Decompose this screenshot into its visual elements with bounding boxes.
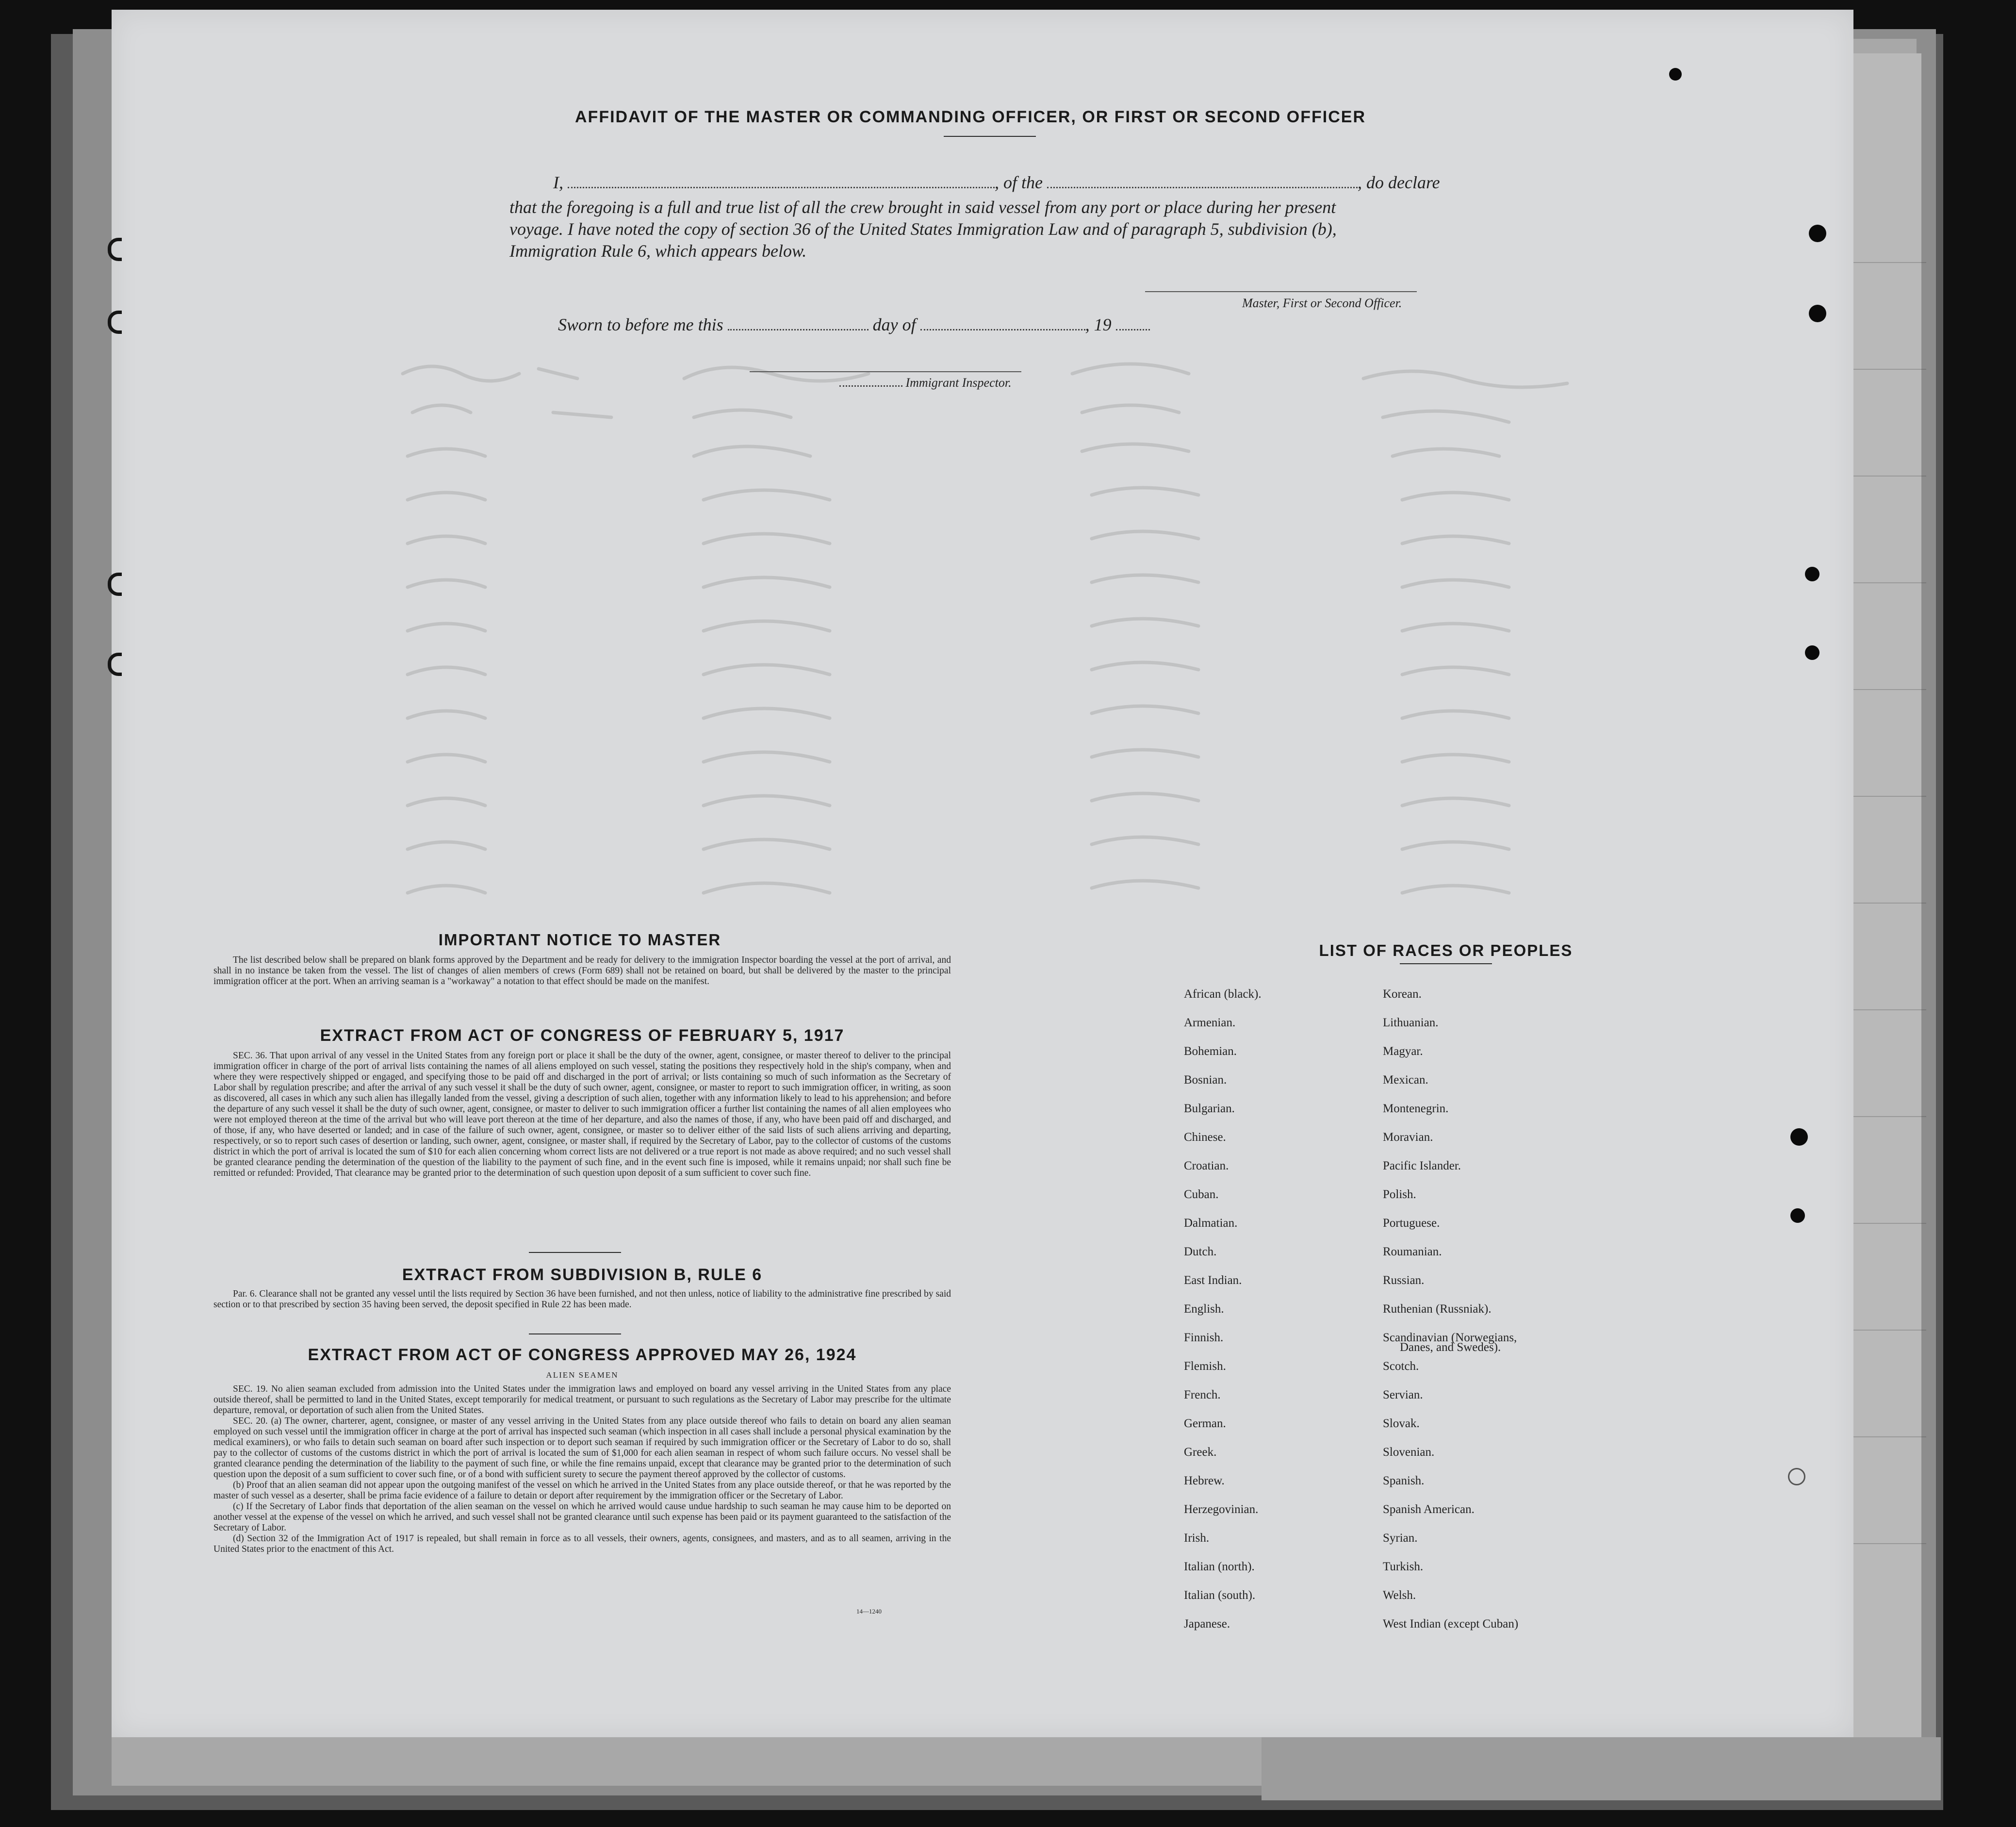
race-item: Cuban. bbox=[1184, 1188, 1219, 1201]
race-item: Magyar. bbox=[1383, 1045, 1423, 1058]
back-sheet-line bbox=[1853, 369, 1926, 370]
extract-1917-body bbox=[213, 1051, 951, 1179]
inspector-dots bbox=[839, 383, 902, 387]
race-item: Slovenian. bbox=[1383, 1446, 1435, 1459]
affidavit-line1 bbox=[553, 172, 1440, 193]
affidavit-of-the: , of the bbox=[995, 173, 1043, 192]
race-item: Croatian. bbox=[1184, 1159, 1229, 1172]
race-item: Roumanian. bbox=[1383, 1245, 1442, 1258]
affidavit-line3: voyage. I have noted the copy of section 36 of the United States Immigration Law and of paragraph 5, subdivision (b), bbox=[509, 219, 1337, 239]
race-item: Bosnian. bbox=[1184, 1073, 1227, 1086]
race-item: East Indian. bbox=[1184, 1274, 1242, 1287]
inspector-label: Immigrant Inspector. bbox=[905, 376, 1012, 390]
back-sheet-line bbox=[1853, 1330, 1926, 1331]
title-rule bbox=[944, 136, 1036, 137]
race-item: Lithuanian. bbox=[1383, 1016, 1439, 1029]
race-item: Spanish. bbox=[1383, 1474, 1425, 1487]
binder-hole bbox=[1805, 567, 1819, 581]
extract-1917-title: EXTRACT FROM ACT OF CONGRESS OF FEBRUARY 5, 1917 bbox=[320, 1026, 845, 1045]
signature-label: Master, First or Second Officer. bbox=[1242, 296, 1402, 310]
race-item: Hebrew. bbox=[1184, 1474, 1225, 1487]
rule6-body bbox=[213, 1289, 951, 1310]
back-sheet-line bbox=[1853, 796, 1926, 797]
bleed-through-strokes bbox=[393, 359, 1800, 941]
race-item: Dutch. bbox=[1184, 1245, 1217, 1258]
form-number: 14—1240 bbox=[856, 1608, 882, 1615]
back-sheet-line bbox=[1853, 1543, 1926, 1544]
binder-hole-empty bbox=[1788, 1468, 1805, 1485]
race-item: Finnish. bbox=[1184, 1331, 1224, 1344]
day-of-label: day of bbox=[872, 315, 916, 334]
binder-hole bbox=[1790, 1128, 1808, 1146]
race-item: French. bbox=[1184, 1388, 1221, 1401]
inspector-line[interactable] bbox=[750, 371, 1021, 372]
race-item: Servian. bbox=[1383, 1388, 1423, 1401]
vessel-blank[interactable] bbox=[1047, 183, 1358, 188]
race-item: Japanese. bbox=[1184, 1617, 1230, 1630]
day-blank[interactable] bbox=[728, 325, 869, 330]
race-item: Pacific Islander. bbox=[1383, 1159, 1461, 1172]
alien-seamen-subtitle: ALIEN SEAMEN bbox=[546, 1370, 619, 1380]
race-item: Slovak. bbox=[1383, 1417, 1420, 1430]
name-blank[interactable] bbox=[568, 183, 995, 188]
bleed-through-ink bbox=[393, 359, 1800, 941]
sworn-line bbox=[558, 314, 1150, 335]
extract-1924-title: EXTRACT FROM ACT OF CONGRESS APPROVED MAY 26, 1924 bbox=[308, 1346, 857, 1364]
sec20d-text: (d) Section 32 of the Immigration Act of 1917 is repealed, but shall remain in force as to all vessels, their owners, agents, consignees, and masters, and as to all seamen, arriving in the United States prior to the enactment of this Act. bbox=[213, 1533, 951, 1554]
back-sheet-bottom-edge bbox=[1262, 1737, 1941, 1800]
affidavit-do-declare: , do declare bbox=[1357, 173, 1440, 192]
rule6-title: EXTRACT FROM SUBDIVISION B, RULE 6 bbox=[402, 1266, 763, 1284]
sec20c-text: (c) If the Secretary of Labor finds that deportation of the alien seaman on the vessel on which he arrived would cause undue hardship to such seaman he may cause him to be deported on another vessel at the expense of the vessel on which he arrived, and such vessel shall not be granted clearance until such expense has been paid or its payment guaranteed to the satisfaction of the Secretary of Labor. bbox=[213, 1501, 951, 1533]
race-item: Greek. bbox=[1184, 1446, 1217, 1459]
race-item: Korean. bbox=[1383, 988, 1422, 1001]
back-sheet-line bbox=[1853, 1009, 1926, 1010]
race-item: Flemish. bbox=[1184, 1360, 1226, 1373]
races-rule bbox=[1400, 963, 1492, 964]
back-sheet-line bbox=[1853, 689, 1926, 690]
affidavit-line2: that the foregoing is a full and true list of all the crew brought in said vessel from any port or place during her present bbox=[509, 198, 1336, 217]
sec36-text: SEC. 36. That upon arrival of any vessel in the United States from any foreign port or place it shall be the duty of the owner, agent, consignee, or master thereof to deliver to the principal immigration officer in charge of the port of arrival lists containing the names of all aliens employed on such vessel, stating the positions they respectively hold in the ship's company, when and where they were respectively shipped or engaged, and specifying those to be paid off and discharged in the port of arrival; or lists containing so much of such information as the Secretary of Labor shall by regulation prescribe; and after the arrival of any such vessel it shall be the duty of such owner, agent, consignee, or master to report to such immigration officer, in writing, as soon as discovered, all cases in which any such alien has illegally landed from the vessel, giving a description of such alien, together with any information likely to lead to his apprehension; and before the departure of any such vessel it shall be the duty of such owner, agent, consignee, or master to deliver to such immigration officer a further list containing the names of all alien employees who were not employed thereon at the time of the arrival but who will leave port thereon at the time of her departure, and also the names of those, if any, who have been paid off and discharged, and of those, if any, who have deserted or landed; and in case of the failure of such owner, agent, consignee, or master so to deliver either of the said lists of such aliens arriving and departing, respectively, or so to report such cases of desertion or landing, such owner, agent, consignee, or master shall, if required by the Secretary of Labor, pay to the collector of customs of the customs district in which the port of arrival is located the sum of $10 for each alien concerning whom correct lists are not delivered or a true report is not made as above required; and no such vessel shall be granted clearance pending the determination of the question of the liability to the payment of such fine, and in the event such fine is imposed, while it remains unpaid; nor shall such fine be remitted or refunded: Provided, That clearance may be granted prior to the determination of such question upon deposit of a sum sufficient to cover such fine. bbox=[213, 1051, 951, 1178]
rule6-text: Par. 6. Clearance shall not be granted any vessel until the lists required by Section 36 have been furnished, and not then unless, notice of liability to the administrative fine prescribed by said section or to that prescribed by section 35 having been served, the deposit specified in Rule 22 has been made. bbox=[213, 1289, 951, 1310]
race-item: Welsh. bbox=[1383, 1589, 1416, 1602]
race-item: African (black). bbox=[1184, 988, 1262, 1001]
document-page bbox=[112, 10, 1853, 1737]
back-sheet-line bbox=[1853, 262, 1926, 263]
race-item: West Indian (except Cuban) bbox=[1383, 1617, 1519, 1630]
section-rule bbox=[529, 1252, 621, 1253]
inspector-line-lead bbox=[839, 376, 1012, 390]
race-item: Portuguese. bbox=[1383, 1217, 1440, 1230]
back-sheet-line bbox=[1853, 903, 1926, 904]
extract-1924-body bbox=[213, 1384, 951, 1555]
race-item: Scandinavian (Norwegians, bbox=[1383, 1331, 1517, 1344]
race-item: Montenegrin. bbox=[1383, 1102, 1449, 1115]
binder-hole bbox=[1809, 305, 1826, 322]
race-item: Armenian. bbox=[1184, 1016, 1236, 1029]
race-item: Russian. bbox=[1383, 1274, 1425, 1287]
month-blank[interactable] bbox=[920, 325, 1085, 330]
sec20b-text: (b) Proof that an alien seaman did not appear upon the outgoing manifest of the vessel on which he arrived in the United States from any place outside thereof, or that he was reported by the master of such vessel as a deserter, shall be prima facie evidence of a failure to detain or deport after requirement by the immigration officer or the Secretary of Labor. bbox=[213, 1480, 951, 1501]
back-sheet-line bbox=[1853, 476, 1926, 477]
race-item: Scotch. bbox=[1383, 1360, 1419, 1373]
race-item: Bulgarian. bbox=[1184, 1102, 1235, 1115]
race-item: Ruthenian (Russniak). bbox=[1383, 1302, 1492, 1316]
race-item-continuation: Danes, and Swedes). bbox=[1400, 1341, 1501, 1354]
sec19-text: SEC. 19. No alien seaman excluded from admission into the United States under the immigration laws and employed on board any vessel arriving in the United States from any place outside thereof, shall be permitted to land in the United States, except temporarily for medical treatment, or pursuant to such regulations as the Secretary of Labor may prescribe for the ultimate departure, removal, or deportation of such alien from the United States. bbox=[213, 1384, 951, 1416]
race-item: Spanish American. bbox=[1383, 1503, 1475, 1516]
binder-hole bbox=[1790, 1208, 1805, 1223]
back-sheet-line bbox=[1853, 1436, 1926, 1437]
race-item: Bohemian. bbox=[1184, 1045, 1237, 1058]
race-item: Dalmatian. bbox=[1184, 1217, 1238, 1230]
section-rule bbox=[529, 1333, 621, 1334]
back-sheet-line bbox=[1853, 1116, 1926, 1117]
back-sheet-line bbox=[1853, 1223, 1926, 1224]
year-prefix: , 19 bbox=[1085, 315, 1112, 334]
race-item: Moravian. bbox=[1383, 1131, 1433, 1144]
notice-body bbox=[213, 955, 951, 987]
race-item: Herzegovinian. bbox=[1184, 1503, 1259, 1516]
race-item: Italian (south). bbox=[1184, 1589, 1256, 1602]
affidavit-line4: Immigration Rule 6, which appears below. bbox=[509, 241, 807, 261]
notice-title: IMPORTANT NOTICE TO MASTER bbox=[438, 931, 721, 949]
race-item: Italian (north). bbox=[1184, 1560, 1255, 1573]
races-title: LIST OF RACES OR PEOPLES bbox=[1319, 941, 1573, 959]
affidavit-i-label: I, bbox=[553, 173, 563, 192]
binder-hole bbox=[1805, 645, 1819, 660]
race-item: Polish. bbox=[1383, 1188, 1416, 1201]
race-item: Syrian. bbox=[1383, 1531, 1418, 1545]
race-item: Turkish. bbox=[1383, 1560, 1424, 1573]
back-sheet-line bbox=[1853, 582, 1926, 583]
race-item: Irish. bbox=[1184, 1531, 1210, 1545]
race-item: Chinese. bbox=[1184, 1131, 1226, 1144]
binder-hole bbox=[1809, 225, 1826, 242]
signature-line[interactable] bbox=[1145, 291, 1417, 292]
notice-text: The list described below shall be prepared on blank forms approved by the Department and be ready for delivery to the immigration Inspector boarding the vessel at the port of arrival, and shall in no instance be taken from the vessel. The list of changes of alien members of crews (Form 689) shall not be retained on board, but shall be delivered by the master to the principal immigration officer at the port. When an arriving seaman is a "workaway" a notation to that effect should be made on the manifest. bbox=[213, 955, 951, 987]
affidavit-title: AFFIDAVIT OF THE MASTER OR COMMANDING OFFICER, OR FIRST OR SECOND OFFICER bbox=[575, 108, 1366, 126]
race-item: English. bbox=[1184, 1302, 1224, 1316]
year-blank[interactable] bbox=[1116, 325, 1150, 330]
sec20a-text: SEC. 20. (a) The owner, charterer, agent, consignee, or master of any vessel arriving in the United States from any place outside thereof who fails to detain on board any alien seaman employed on such vessel until the immigration officer in charge at the port of arrival has inspected such seaman (which inspection in all cases shall include a personal physical examination by the medical examiners), or who fails to detain such seaman on board after such inspection or to deport such seaman if required by such immigration officer or the Secretary of Labor to do so, shall pay to the collector of customs of the customs district in which the port of arrival is located the sum of $1,000 for each alien seaman in respect of whom such failure occurs. No vessel shall be granted clearance pending the determination of the liability to the payment of such fine, or while the fine remains unpaid, except that clearance may be granted prior to the determination of such question upon the deposit of a sum sufficient to cover such fine, or of a bond with sufficient surety to secure the payment thereof approved by the collector of customs. bbox=[213, 1416, 951, 1480]
binder-hole bbox=[1669, 68, 1682, 81]
sworn-prefix: Sworn to before me this bbox=[558, 315, 723, 334]
race-item: Mexican. bbox=[1383, 1073, 1428, 1086]
race-item: German. bbox=[1184, 1417, 1226, 1430]
